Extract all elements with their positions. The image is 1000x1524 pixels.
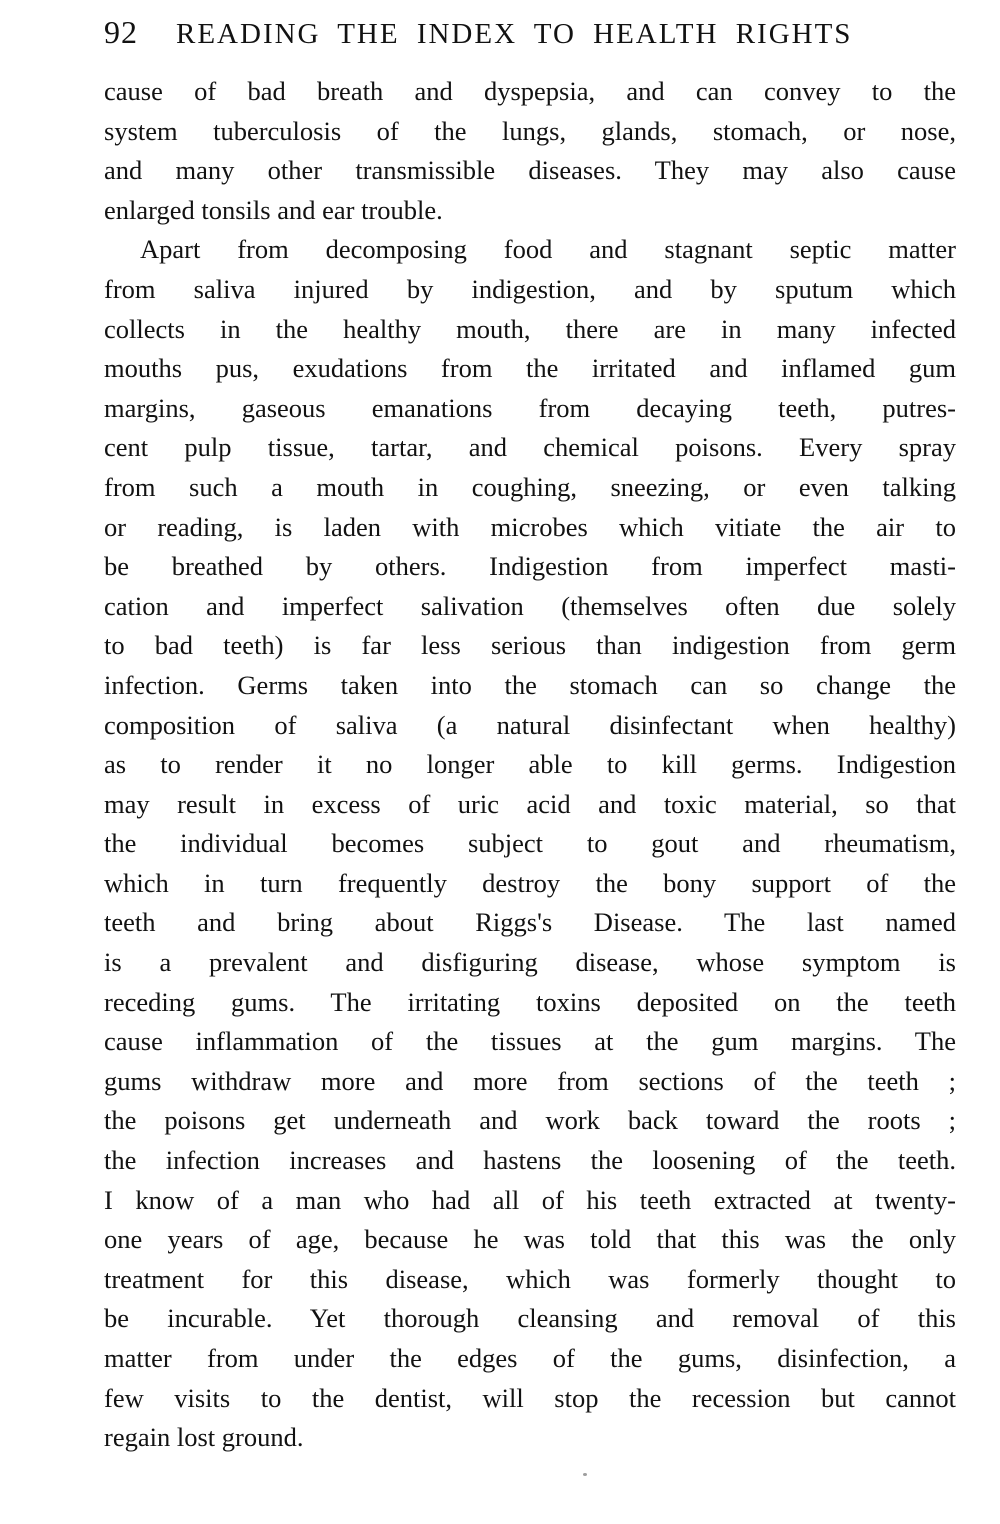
- text-line: infection. Germs taken into the stomach can so change the: [104, 669, 956, 700]
- text-line: margins, gaseous emanations from decaying teeth, putres-: [104, 392, 956, 423]
- text-line: the individual becomes subject to gout and rheumatism,: [104, 828, 956, 859]
- text-line: gums withdraw more and more from sections of the teeth ;: [104, 1065, 956, 1096]
- paragraph: [104, 72, 956, 230]
- text-line: is a prevalent and disfiguring disease, whose symptom is: [104, 947, 956, 978]
- text-line: as to render it no longer able to kill germs. Indigestion: [104, 749, 956, 780]
- text-line: mouths pus, exudations from the irritated and inflamed gum: [104, 353, 956, 384]
- text-line: Apart from decomposing food and stagnant septic matter: [140, 234, 956, 265]
- text-line: from saliva injured by indigestion, and by sputum which: [104, 273, 956, 304]
- text-line: composition of saliva (a natural disinfectant when healthy): [104, 709, 956, 740]
- text-line: one years of age, because he was told that this was the only: [104, 1224, 956, 1255]
- text-line: the poisons get underneath and work back toward the roots ;: [104, 1105, 956, 1136]
- text-line: from such a mouth in coughing, sneezing, or even talking: [104, 471, 956, 502]
- text-line: which in turn frequently destroy the bony support of the: [104, 867, 956, 898]
- text-line: be incurable. Yet thorough cleansing and removal of this: [104, 1303, 956, 1334]
- text-line: few visits to the dentist, will stop the recession but cannot: [104, 1382, 956, 1413]
- text-line: I know of a man who had all of his teeth extracted at twenty-: [104, 1184, 956, 1215]
- text-line: cent pulp tissue, tartar, and chemical poisons. Every spray: [104, 432, 956, 463]
- text-line: collects in the healthy mouth, there are in many infected: [104, 313, 956, 344]
- text-line: system tuberculosis of the lungs, glands, stomach, or nose,: [104, 115, 956, 146]
- running-header: [104, 14, 952, 51]
- text-line: to bad teeth) is far less serious than indigestion from germ: [104, 630, 956, 661]
- text-line: treatment for this disease, which was formerly thought to: [104, 1263, 956, 1294]
- scan-artifact-dot: [583, 1473, 587, 1476]
- text-line: teeth and bring about Riggs's Disease. The last named: [104, 907, 956, 938]
- text-line: be breathed by others. Indigestion from imperfect masti-: [104, 551, 956, 582]
- text-line: receding gums. The irritating toxins deposited on the teeth: [104, 986, 956, 1017]
- text-line: may result in excess of uric acid and toxic material, so that: [104, 788, 956, 819]
- page-body: [104, 72, 956, 1458]
- text-line: enlarged tonsils and ear trouble.: [104, 194, 443, 225]
- text-line: and many other transmissible diseases. They may also cause: [104, 155, 956, 186]
- text-line: cation and imperfect salivation (themselves often due solely: [104, 590, 956, 621]
- text-line: cause inflammation of the tissues at the gum margins. The: [104, 1026, 956, 1057]
- text-line: or reading, is laden with microbes which vitiate the air to: [104, 511, 956, 542]
- text-line: regain lost ground.: [104, 1422, 304, 1453]
- paragraph: [104, 230, 956, 1457]
- page-number: 92: [104, 14, 138, 50]
- running-title: READING THE INDEX TO HEALTH RIGHTS: [176, 18, 853, 50]
- text-line: cause of bad breath and dyspepsia, and can convey to the: [104, 76, 956, 106]
- text-line: the infection increases and hastens the loosening of the teeth.: [104, 1145, 956, 1176]
- text-line: matter from under the edges of the gums, disinfection, a: [104, 1343, 956, 1373]
